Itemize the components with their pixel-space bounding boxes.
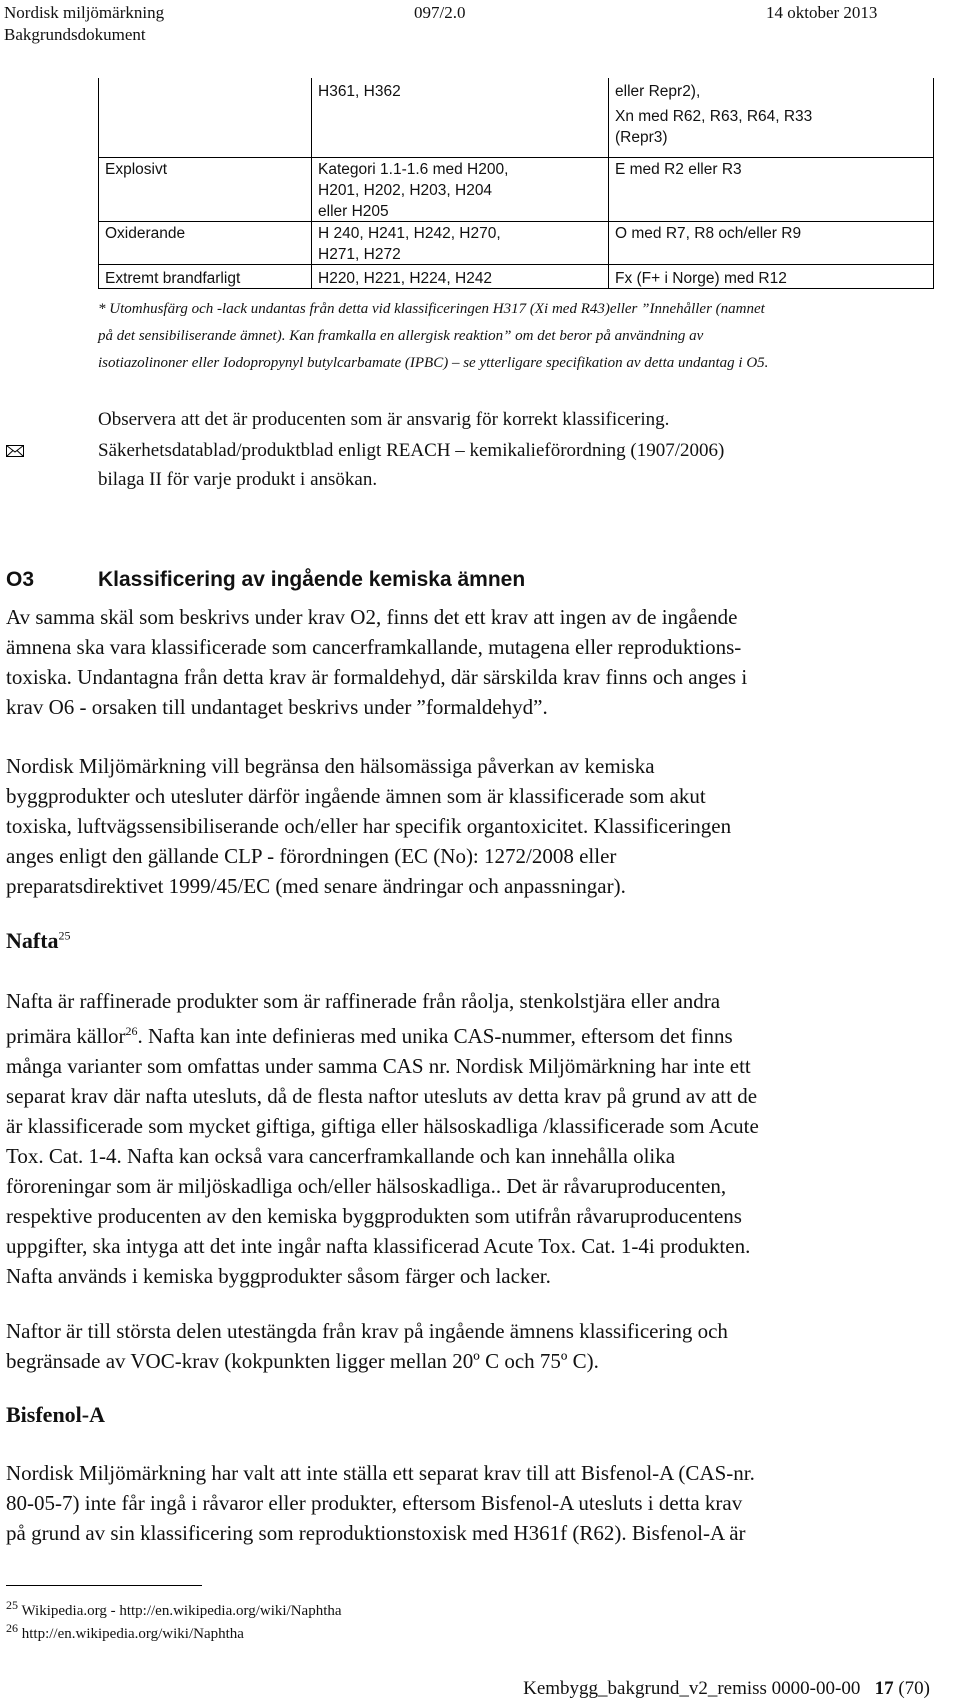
nafta-heading: Nafta$^{25}$ — [6, 928, 71, 953]
table-row — [99, 78, 934, 158]
header-version: 097/2.0 — [414, 3, 466, 22]
nafta-paragraph-1: Nafta är raffinerade produkter som är raffinerade från råolja, stenkolstjära eller andra primära källor$^{26}$. Nafta kan inte definieras med unika CAS-nummer, eftersom det finns många varianter som omfattas under samma CAS nr. Nordisk Miljömärkning har inte ett separat krav där nafta utesluts, då de flesta naftor utesluts av detta krav på grund av att de är klassificerade som mycket giftiga, giftiga eller hälsoskadliga /klassificerade som Acute Tox. Cat. 1-4. Nafta kan också vara cancerframkallande och kan innehålla olika föroreningar som är miljöskadliga och/eller hälsoskadliga.. Det är råvaruproducenten, respektive producenten av den kemiska byggprodukten som utifrån råvaruproducentens uppgifter, ska intyga att det inte ingår nafta klassificerad Acute Tox. Cat. 1-4i produkten. Nafta används i kemiska byggprodukter såsom färger och lacker. — [6, 989, 759, 1288]
o3-paragraph-1: Av samma skäl som beskrivs under krav O2, finns det ett krav att ingen av de ingående ämnena ska vara klassificerade som cancerframkallande, mutagena eller reproduktions- toxiska. Undantagna från detta krav är formaldehyd, där särskilda krav finns och anges i krav O6 - orsaken till undantaget beskrivs under ”formaldehyd”. — [6, 605, 748, 719]
bisfenol-paragraph: Nordisk Miljömärkning har valt att inte ställa ett separat krav till att Bisfenol-A (CAS-nr. 80-05-7) inte får ingå i råvaror eller produkter, eftersom Bisfenol-A utesluts i detta krav på grund av sin klassificering som reproduktionstoxisk med H361f (R62). Bisfenol-A är — [6, 1461, 755, 1545]
table-cell: Explosivt — [99, 158, 312, 222]
requirement-text: Säkerhetsdatablad/produktblad enligt REACH – kemikalieförordning (1907/2006) bilaga II för varje produkt i ansökan. — [98, 440, 725, 490]
footnote-ref: 26 — [125, 1024, 138, 1038]
table-cell: O med R7, R8 och/eller R9 — [609, 222, 934, 265]
table-cell: Fx (F+ i Norge) med R12 — [609, 265, 934, 289]
footnote-divider — [6, 1585, 202, 1586]
envelope-icon — [6, 444, 24, 456]
footnote: $^{25}$ Wikipedia.org - http://en.wikipedia.org/wiki/Naphtha — [6, 1598, 342, 1619]
table-row — [99, 265, 934, 289]
table-row — [99, 222, 934, 265]
table-cell: E med R2 eller R3 — [609, 158, 934, 222]
observe-text: Observera att det är producenten som är ansvarig för korrekt klassificering. — [98, 409, 670, 430]
table-note: * Utomhusfärg och -lack undantas från detta vid klassificeringen H317 (Xi med R43)eller ”Innehåller (namnet på det sensibiliserande ämnet). Kan framkalla en allergisk reaktion” om det beror på användning av isotiazolinoner eller Iodopropynyl butylcarbamate (IPBC) – se ytterligare specifikation av detta undantag i O5. — [98, 301, 769, 371]
footer-page-total: (70) — [898, 1678, 930, 1699]
table-cell: Oxiderande — [99, 222, 312, 265]
header-org: Nordisk miljömärkning — [4, 3, 165, 22]
section-number: O3 — [6, 568, 35, 591]
table-cell: H220, H221, H224, H242 — [312, 265, 609, 289]
header-date: 14 oktober 2013 — [766, 3, 878, 22]
o3-paragraph-2: Nordisk Miljömärkning vill begränsa den hälsomässiga påverkan av kemiska byggprodukter och utesluter därför ingående ämnen som är klassificerade som akut toxiska, luftvägssensibiliserande och/eller har specifik organtoxicitet. Klassificeringen anges enligt den gällande CLP - förordningen (EC (No): 1272/2008 eller preparatsdirektivet 1999/45/EC (med senare ändringar och anpassningar). — [6, 754, 732, 898]
table-row — [99, 158, 934, 222]
table-cell: Kategori 1.1-1.6 med H200, H201, H202, H203, H204 eller H205 — [312, 158, 609, 222]
table-cell: H361, H362 — [312, 78, 609, 158]
nafta-paragraph-2: Naftor är till största delen utestängda från krav på ingående ämnens klassificering och begränsade av VOC-krav (kokpunkten ligger mellan 20º C och 75º C). — [6, 1319, 728, 1373]
section-title: Klassificering av ingående kemiska ämnen — [98, 568, 526, 591]
footnote-ref: 25 — [58, 928, 71, 943]
table-cell: H 240, H241, H242, H270, H271, H272 — [312, 222, 609, 265]
bisfenol-heading: Bisfenol-A — [6, 1402, 105, 1427]
table-cell — [99, 78, 312, 158]
footnote: $^{26}$ http://en.wikipedia.org/wiki/Naphtha — [6, 1621, 244, 1642]
page-footer — [523, 1678, 930, 1700]
footer-doc-id: Kembygg_bakgrund_v2_remiss 0000-00-00 — [523, 1678, 861, 1699]
footer-page-number: 17 — [874, 1678, 894, 1699]
classification-table — [98, 78, 934, 289]
header-doc-type: Bakgrundsdokument — [4, 25, 146, 44]
table-cell: Extremt brandfarligt — [99, 265, 312, 289]
table-cell: eller Repr2), Xn med R62, R63, R64, R33 (Repr3) — [609, 78, 934, 158]
